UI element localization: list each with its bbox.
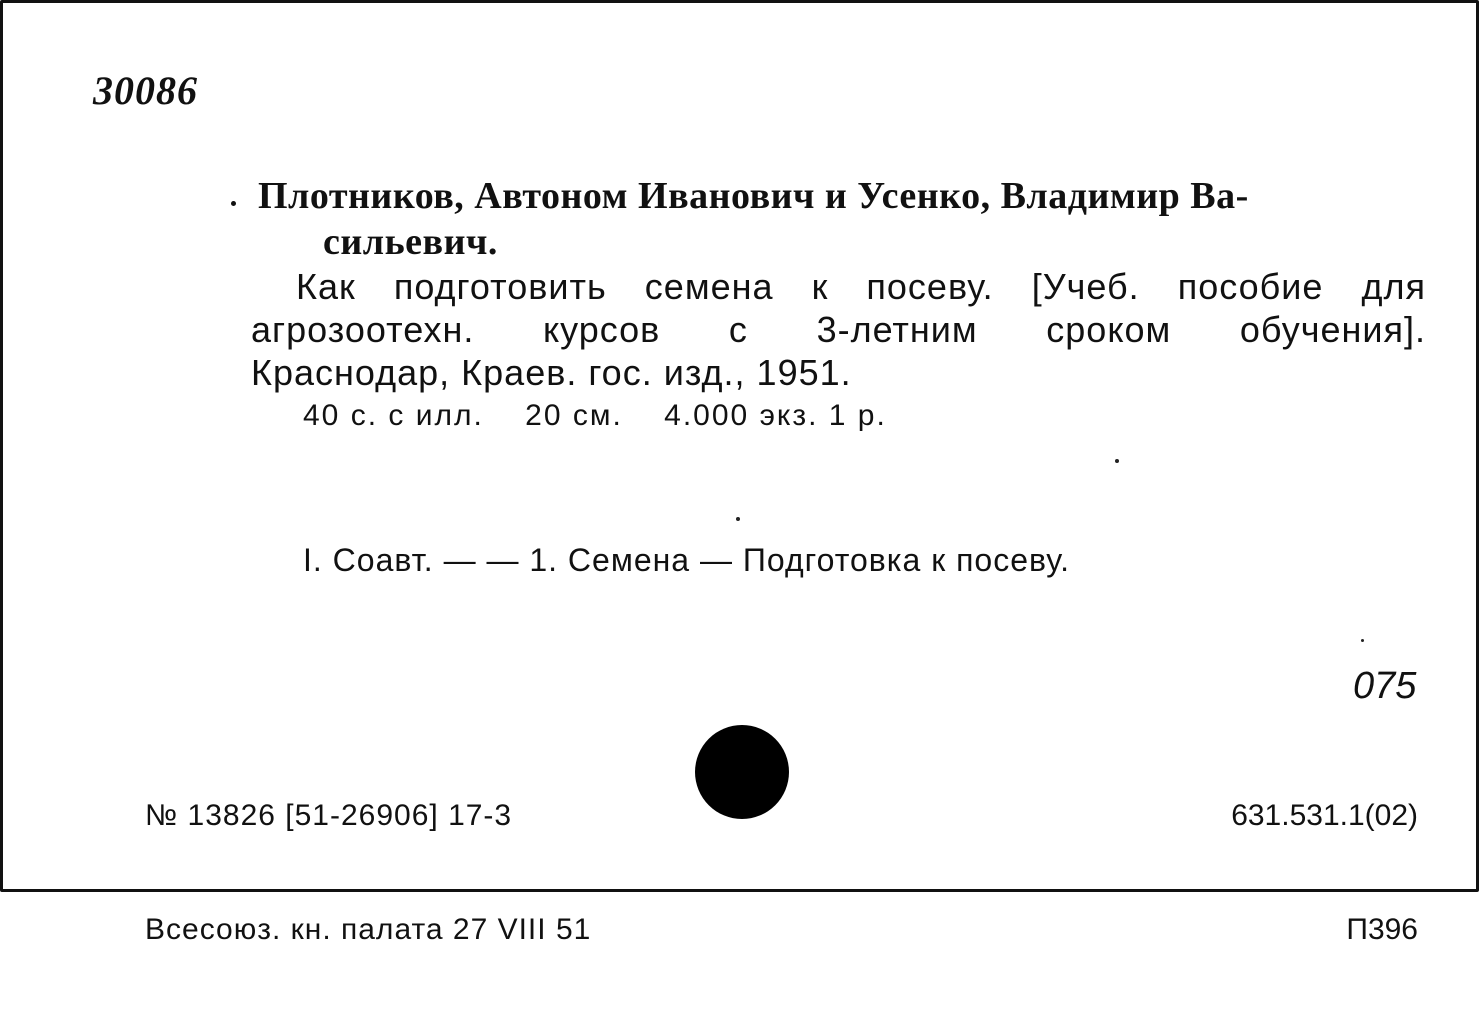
classification-block bbox=[1231, 721, 1418, 1025]
registry-line-2: Всесоюз. кн. палата 27 VIII 51 bbox=[145, 913, 592, 946]
ink-speck bbox=[1115, 459, 1119, 463]
title-line-1: Как подготовить семена к посеву. [Учеб. пособие для bbox=[296, 266, 1426, 307]
author-sign: П396 bbox=[1346, 913, 1418, 946]
margin-dot bbox=[231, 201, 236, 206]
shelf-mark: 075 bbox=[1353, 665, 1417, 707]
collation-line: 40 с. с илл. 20 см. 4.000 экз. 1 р. bbox=[303, 399, 887, 432]
punch-hole bbox=[695, 725, 789, 819]
ink-speck bbox=[1361, 639, 1364, 642]
title-line-2: агрозоотехн. курсов с 3-летним сроком обучения]. bbox=[251, 309, 1426, 350]
ink-speck bbox=[736, 517, 740, 521]
title-line-3: Краснодар, Краев. гос. изд., 1951. bbox=[251, 352, 852, 393]
udc-number: 631.531.1(02) bbox=[1231, 799, 1418, 832]
title-statement bbox=[251, 265, 1426, 394]
author-heading-line-2: сильевич. bbox=[323, 221, 498, 263]
author-heading bbox=[258, 173, 1428, 265]
tracings: I. Соавт. — — 1. Семена — Подготовка к посеву. bbox=[303, 542, 1070, 578]
inventory-number: 30086 bbox=[93, 68, 198, 113]
author-heading-line-1: Плотников, Автоном Иванович и Усенко, Владимир Ва- bbox=[258, 175, 1249, 217]
registry-line-1: № 13826 [51-26906] 17-3 bbox=[145, 799, 513, 832]
registry-info bbox=[145, 721, 591, 1025]
